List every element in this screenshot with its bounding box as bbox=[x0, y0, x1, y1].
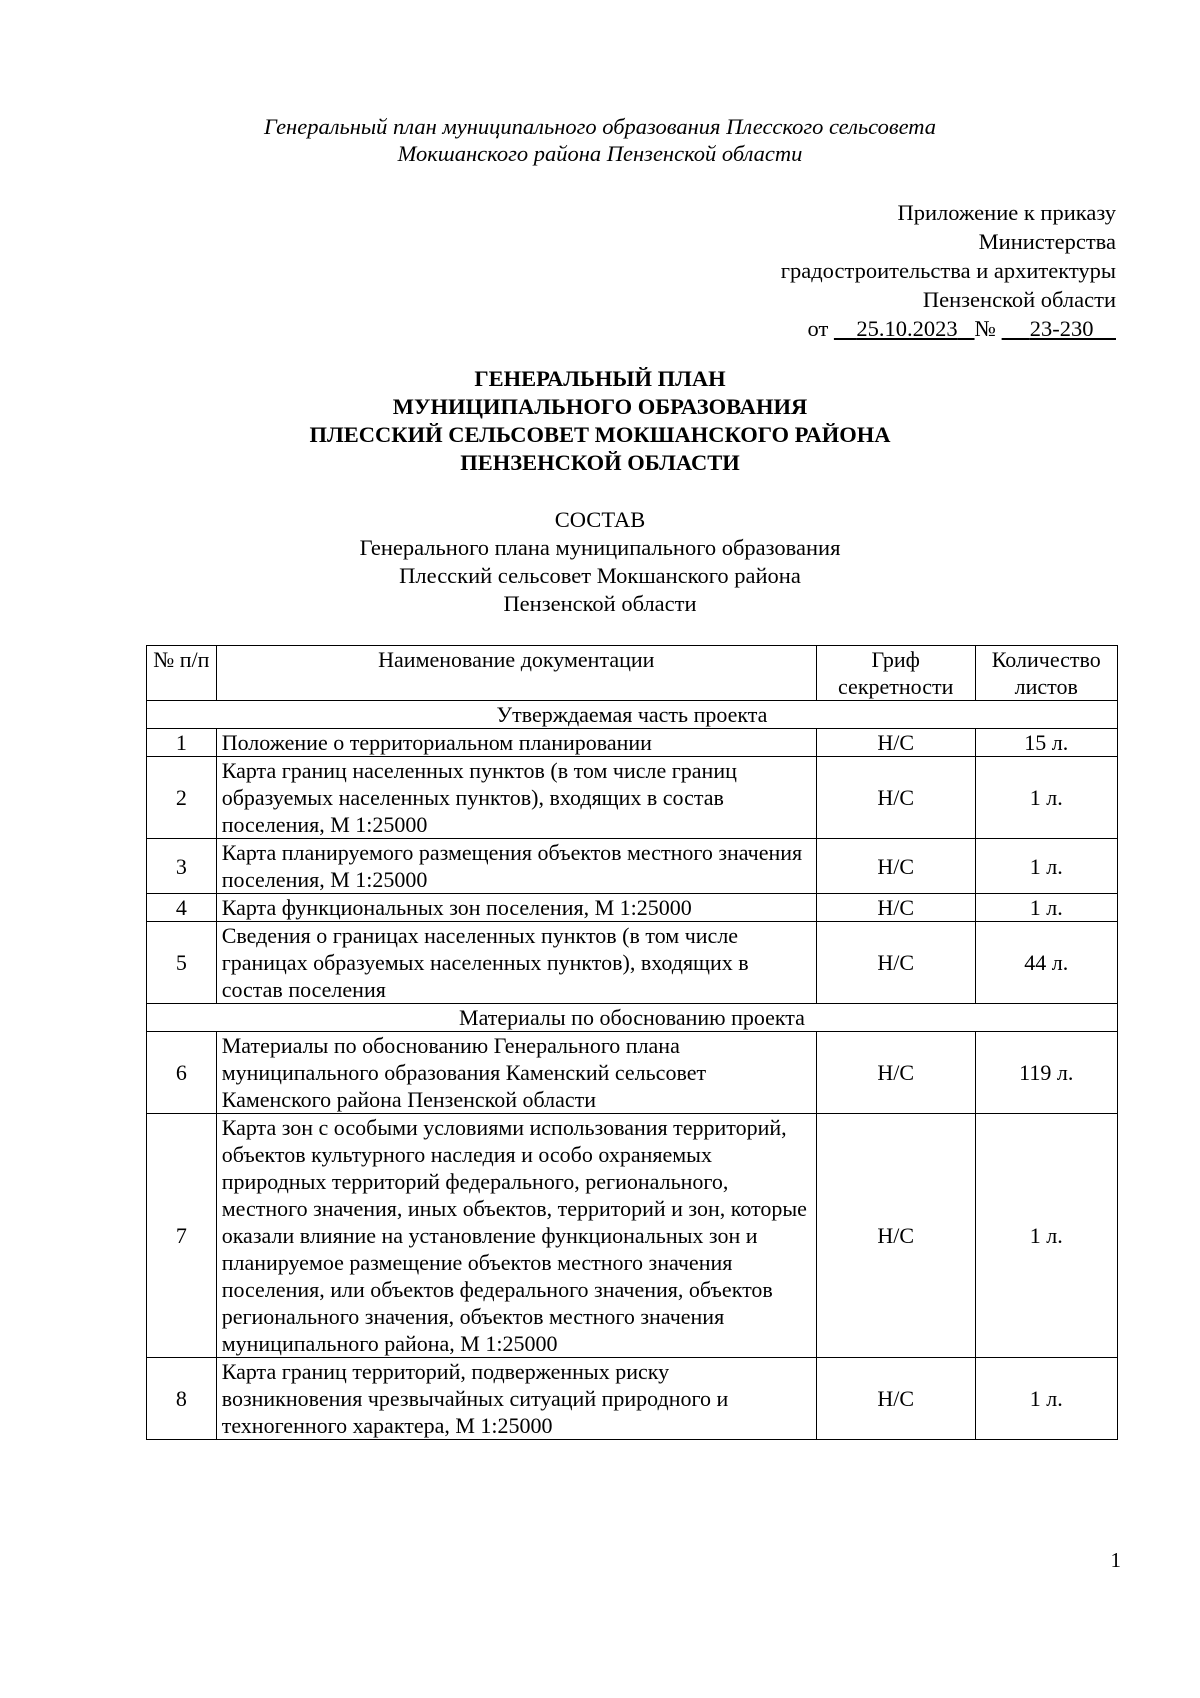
row-grif: Н/С bbox=[816, 1114, 975, 1358]
row-num: 2 bbox=[147, 757, 217, 839]
main-title-line-1: ГЕНЕРАЛЬНЫЙ ПЛАН bbox=[474, 366, 726, 391]
row-num: 1 bbox=[147, 729, 217, 757]
composition-line-3: Пензенской области bbox=[503, 591, 697, 616]
row-num: 8 bbox=[147, 1358, 217, 1440]
composition-heading bbox=[0, 506, 1200, 618]
order-date-value: 25.10.2023 bbox=[856, 316, 958, 341]
appendix-line-1: Приложение к приказу bbox=[897, 200, 1116, 225]
section-approved-label: Утверждаемая часть проекта bbox=[147, 701, 1118, 729]
composition-line-2: Плесский сельсовет Мокшанского района bbox=[399, 563, 801, 588]
order-number-value: 23-230 bbox=[1029, 316, 1094, 341]
main-title-line-2: МУНИЦИПАЛЬНОГО ОБРАЗОВАНИЯ bbox=[392, 394, 808, 419]
appendix-line-3: градостроительства и архитектуры bbox=[780, 258, 1116, 283]
row-name: Сведения о границах населенных пунктов (в том числе границах образуемых населенных пунктов), входящих в состав поселения bbox=[216, 922, 816, 1004]
row-qty: 1 л. bbox=[975, 757, 1118, 839]
header-grif: Гриф секретности bbox=[816, 646, 975, 701]
appendix-line-4: Пензенской области bbox=[922, 287, 1116, 312]
main-title-line-4: ПЕНЗЕНСКОЙ ОБЛАСТИ bbox=[460, 450, 740, 475]
order-date-line bbox=[616, 314, 1116, 343]
row-qty: 44 л. bbox=[975, 922, 1118, 1004]
main-title bbox=[0, 365, 1200, 477]
row-qty: 1 л. bbox=[975, 839, 1118, 894]
row-grif: Н/С bbox=[816, 757, 975, 839]
row-qty: 1 л. bbox=[975, 894, 1118, 922]
table-row bbox=[147, 922, 1118, 1004]
row-name: Карта зон с особыми условиями использования территорий, объектов культурного наследия и особо охраняемых природных территорий федерального, регионального, местного значения, иных объектов, территорий и зон, которые оказали влияние на установление функциональных зон и планируемое размещение объектов местного значения поселения, или объектов федерального значения, объектов регионального значения, объектов местного значения муниципального района, М 1:25000 bbox=[216, 1114, 816, 1358]
row-name: Карта планируемого размещения объектов местного значения поселения, М 1:25000 bbox=[216, 839, 816, 894]
row-name: Карта границ населенных пунктов (в том числе границ образуемых населенных пунктов), входящих в состав поселения, М 1:25000 bbox=[216, 757, 816, 839]
table-row bbox=[147, 729, 1118, 757]
row-grif: Н/С bbox=[816, 1032, 975, 1114]
documents-table bbox=[146, 645, 1118, 1440]
order-number bbox=[1002, 316, 1116, 341]
row-qty: 15 л. bbox=[975, 729, 1118, 757]
row-grif: Н/С bbox=[816, 894, 975, 922]
date-prefix: от bbox=[807, 316, 829, 341]
row-name: Материалы по обоснованию Генерального плана муниципального образования Каменский сельсовет Каменского района Пензенской области bbox=[216, 1032, 816, 1114]
page-number: 1 bbox=[1110, 1548, 1121, 1572]
row-qty: 119 л. bbox=[975, 1032, 1118, 1114]
header-qty: Количество листов bbox=[975, 646, 1118, 701]
row-num: 3 bbox=[147, 839, 217, 894]
number-sign: № bbox=[974, 316, 996, 341]
header-name: Наименование документации bbox=[216, 646, 816, 701]
table-header-row bbox=[147, 646, 1118, 701]
order-date bbox=[834, 316, 975, 341]
row-name: Карта функциональных зон поселения, М 1:25000 bbox=[216, 894, 816, 922]
running-header-line-2: Мокшанского района Пензенской области bbox=[397, 141, 803, 166]
main-title-line-3: ПЛЕССКИЙ СЕЛЬСОВЕТ МОКШАНСКОГО РАЙОНА bbox=[309, 422, 891, 447]
table-row bbox=[147, 1032, 1118, 1114]
running-header-line-1: Генеральный план муниципального образования Плесского сельсовета bbox=[263, 114, 937, 139]
section-row-justification bbox=[147, 1004, 1118, 1032]
row-name: Положение о территориальном планировании bbox=[216, 729, 816, 757]
row-qty: 1 л. bbox=[975, 1358, 1118, 1440]
row-grif: Н/С bbox=[816, 839, 975, 894]
section-row-approved bbox=[147, 701, 1118, 729]
header-num: № п/п bbox=[147, 646, 217, 701]
table-row bbox=[147, 839, 1118, 894]
running-header bbox=[0, 113, 1200, 167]
row-num: 4 bbox=[147, 894, 217, 922]
row-num: 5 bbox=[147, 922, 217, 1004]
table-row bbox=[147, 757, 1118, 839]
row-grif: Н/С bbox=[816, 922, 975, 1004]
appendix-line-2: Министерства bbox=[978, 229, 1116, 254]
composition-title: СОСТАВ bbox=[554, 507, 646, 532]
table-row bbox=[147, 1358, 1118, 1440]
table-row bbox=[147, 894, 1118, 922]
row-qty: 1 л. bbox=[975, 1114, 1118, 1358]
composition-line-1: Генерального плана муниципального образования bbox=[359, 535, 841, 560]
row-grif: Н/С bbox=[816, 729, 975, 757]
row-grif: Н/С bbox=[816, 1358, 975, 1440]
row-num: 7 bbox=[147, 1114, 217, 1358]
row-name: Карта границ территорий, подверженных риску возникновения чрезвычайных ситуаций природного и техногенного характера, М 1:25000 bbox=[216, 1358, 816, 1440]
row-num: 6 bbox=[147, 1032, 217, 1114]
table-row bbox=[147, 1114, 1118, 1358]
section-justification-label: Материалы по обоснованию проекта bbox=[147, 1004, 1118, 1032]
appendix-block bbox=[616, 198, 1116, 343]
